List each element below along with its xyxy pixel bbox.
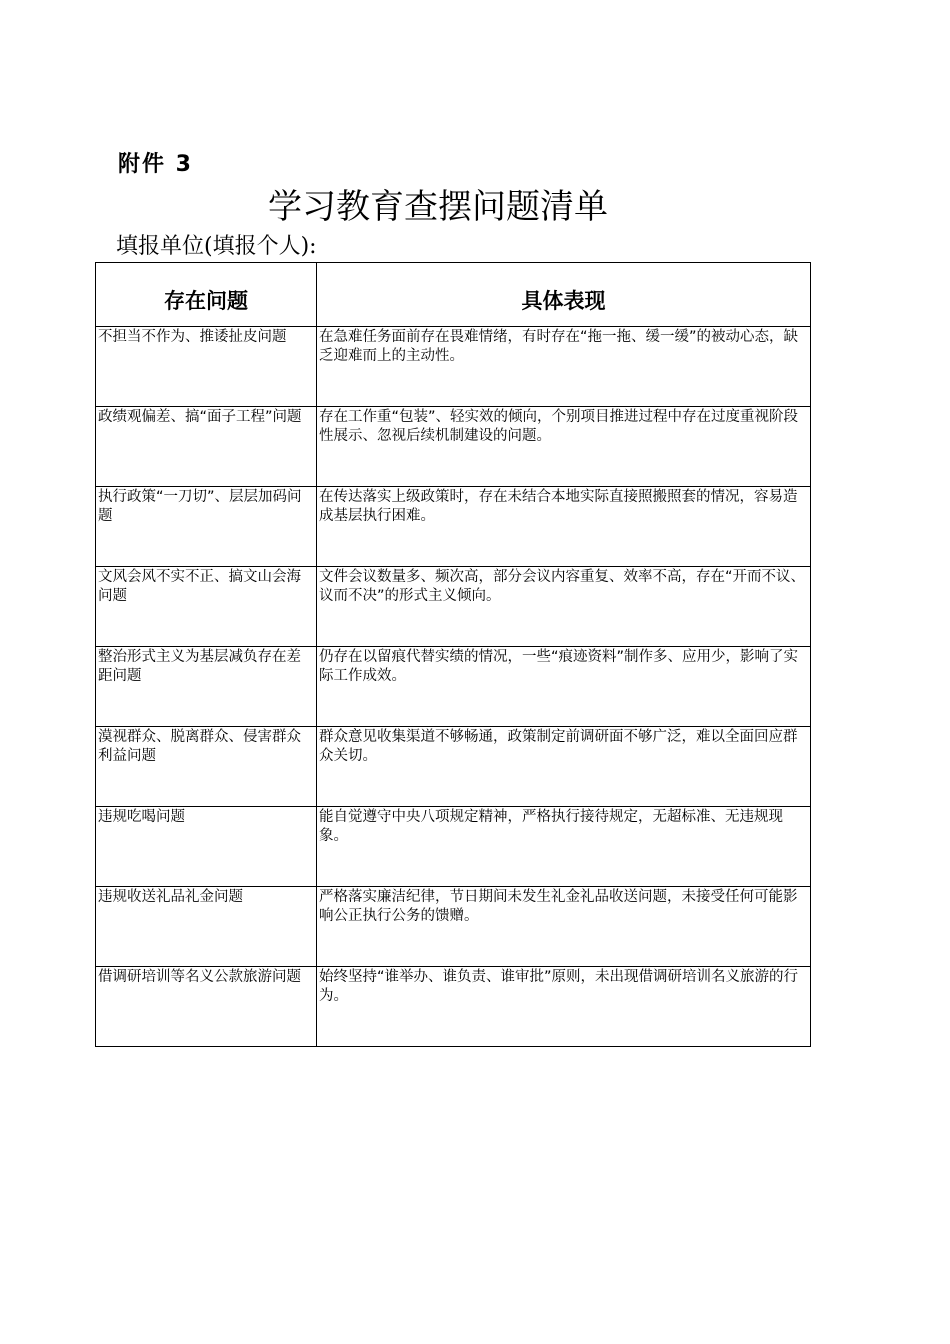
problem-cell: 政绩观偏差、搞“面子工程”问题 (96, 407, 317, 487)
table-row (96, 887, 811, 967)
problem-cell: 借调研培训等名义公款旅游问题 (96, 967, 317, 1047)
problem-cell: 文风会风不实不正、搞文山会海问题 (96, 567, 317, 647)
document-title: 学习教育查摆问题清单 (268, 187, 608, 227)
problem-cell: 整治形式主义为基层减负存在差距问题 (96, 647, 317, 727)
problem-cell: 违规吃喝问题 (96, 807, 317, 887)
detail-cell: 在传达落实上级政策时，存在未结合本地实际直接照搬照套的情况，容易造成基层执行困难。 (317, 487, 811, 567)
table-row (96, 327, 811, 407)
detail-cell: 始终坚持“谁举办、谁负责、谁审批”原则，未出现借调研培训名义旅游的行为。 (317, 967, 811, 1047)
table-row (96, 407, 811, 487)
table-row (96, 807, 811, 887)
problem-cell: 漠视群众、脱离群众、侵害群众利益问题 (96, 727, 317, 807)
issues-table (95, 262, 811, 1047)
table-row (96, 647, 811, 727)
detail-cell: 仍存在以留痕代替实绩的情况，一些“痕迹资料”制作多、应用少，影响了实际工作成效。 (317, 647, 811, 727)
table-row (96, 727, 811, 807)
problem-cell: 违规收送礼品礼金问题 (96, 887, 317, 967)
fill-unit-label: 填报单位(填报个人): (116, 234, 317, 259)
attachment-label: 附件 3 (118, 152, 193, 177)
detail-cell: 严格落实廉洁纪律，节日期间未发生礼金礼品收送问题，未接受任何可能影响公正执行公务的馈赠。 (317, 887, 811, 967)
table-row (96, 487, 811, 567)
table-row (96, 567, 811, 647)
table-row (96, 967, 811, 1047)
column-header-problem: 存在问题 (96, 263, 317, 327)
problem-cell: 不担当不作为、推诿扯皮问题 (96, 327, 317, 407)
detail-cell: 能自觉遵守中央八项规定精神，严格执行接待规定，无超标准、无违规现象。 (317, 807, 811, 887)
detail-cell: 群众意见收集渠道不够畅通，政策制定前调研面不够广泛，难以全面回应群众关切。 (317, 727, 811, 807)
detail-cell: 存在工作重“包装”、轻实效的倾向，个别项目推进过程中存在过度重视阶段性展示、忽视后续机制建设的问题。 (317, 407, 811, 487)
detail-cell: 文件会议数量多、频次高，部分会议内容重复、效率不高，存在“开而不议、议而不决”的形式主义倾向。 (317, 567, 811, 647)
column-header-detail: 具体表现 (317, 263, 811, 327)
problem-cell: 执行政策“一刀切”、层层加码问题 (96, 487, 317, 567)
table-header-row (96, 263, 811, 327)
detail-cell: 在急难任务面前存在畏难情绪，有时存在“拖一拖、缓一缓”的被动心态，缺乏迎难而上的主动性。 (317, 327, 811, 407)
